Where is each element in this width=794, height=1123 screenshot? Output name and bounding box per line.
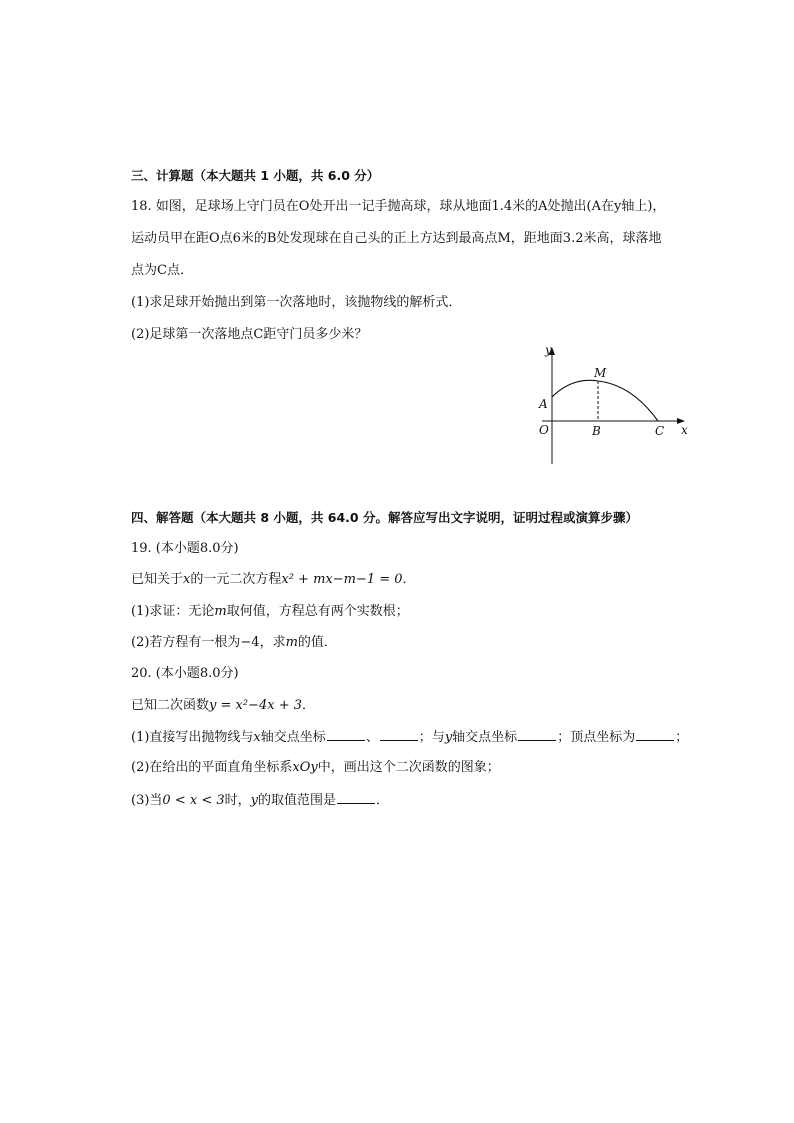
- q19-part1-post: 取何值，方程总有两个实数根；: [226, 604, 409, 619]
- q20-part1-sep: 、: [365, 730, 379, 745]
- q20-part3-mid: 时，: [224, 793, 251, 808]
- answer-blank[interactable]: [337, 791, 375, 804]
- label-c: C: [655, 424, 665, 438]
- q20-part1-b: 轴交点坐标: [260, 730, 326, 745]
- q18-line-1: 18. 如图，足球场上守门员在O处开出一记手抛高球，球从地面1.4米的A处抛出(A在y轴上)，: [131, 199, 666, 214]
- q20-part2-pre: (2)在给出的平面直角坐标系: [131, 760, 293, 775]
- q20-stem-end: ．: [301, 698, 315, 713]
- section-3-heading: 三、计算题（本大题共 1 小题，共 6.0 分）: [131, 168, 380, 183]
- q19-stem-mid: 的一元二次方程: [190, 572, 282, 587]
- label-y: y: [545, 343, 552, 357]
- q18-part-2: (2)足球第一次落地点C距守门员多少米？: [131, 327, 368, 342]
- q20-header: 20. (本小题8.0分): [131, 666, 239, 681]
- q19-part2-var: m: [285, 635, 298, 650]
- q20-part-1: [131, 728, 688, 747]
- label-a: A: [539, 397, 548, 411]
- q19-stem-var: x: [183, 572, 191, 587]
- q20-part3-end: ．: [376, 793, 390, 808]
- q20-part1-e: ；顶点坐标为: [557, 730, 636, 745]
- q19-equation: x² + mx−m−1 = 0: [281, 572, 403, 587]
- q20-part2-post: 中，画出这个二次函数的图象；: [317, 760, 500, 775]
- q20-stem: [131, 697, 315, 715]
- label-o: O: [539, 423, 549, 437]
- q20-part1-d: 轴交点坐标: [452, 730, 518, 745]
- answer-blank[interactable]: [518, 728, 556, 741]
- q19-stem-pre: 已知关于: [131, 572, 184, 587]
- q19-part-1: [131, 603, 409, 621]
- q20-part3-post: 的取值范围是: [258, 793, 337, 808]
- q18-line-3: 点为C点．: [131, 263, 193, 278]
- q20-part1-f: ；: [675, 730, 689, 745]
- q19-part2-post: 的值．: [297, 635, 337, 650]
- q20-equation: y = x²−4x + 3: [209, 698, 302, 713]
- q20-part3-pre: (3)当: [131, 793, 163, 808]
- q19-header: 19. (本小题8.0分): [131, 541, 239, 556]
- section-4-heading: 四、解答题（本大题共 8 小题，共 64.0 分。解答应写出文字说明，证明过程或演算步骤）: [131, 510, 638, 525]
- q20-part1-a: (1)直接写出抛物线与: [131, 730, 254, 745]
- q19-stem-end: ．: [402, 572, 416, 587]
- answer-blank[interactable]: [636, 728, 674, 741]
- q20-part3-inequality: 0 < x < 3: [162, 793, 225, 808]
- q20-part1-var-y: y: [444, 730, 453, 745]
- q20-part2-var: xOy: [292, 760, 318, 775]
- q20-part1-var-x: x: [253, 730, 261, 745]
- q20-stem-pre: 已知二次函数: [131, 698, 210, 713]
- q20-part1-c: ；与: [418, 730, 445, 745]
- q18-part-1: (1)求足球开始抛出到第一次落地时，该抛物线的解析式．: [131, 295, 462, 310]
- q18-line-2: 运动员甲在距O点6米的B处发现球在自己头的正上方达到最高点M，距地面3.2米高，球落地: [131, 231, 662, 246]
- parabola-figure: [528, 338, 700, 468]
- q19-stem: [131, 571, 416, 589]
- q19-part2-pre: (2)若方程有一根为−4，求: [131, 635, 286, 650]
- q19-part-2: [131, 634, 337, 652]
- label-m: M: [594, 366, 607, 380]
- q20-part-2: [131, 759, 500, 777]
- answer-blank[interactable]: [380, 728, 418, 741]
- q20-part-3: [131, 791, 389, 810]
- q19-part1-var: m: [214, 604, 227, 619]
- label-b: B: [592, 424, 601, 438]
- answer-blank[interactable]: [327, 728, 365, 741]
- label-x: x: [681, 423, 688, 437]
- q19-part1-pre: (1)求证：无论: [131, 604, 215, 619]
- parabola-curve: [552, 380, 658, 421]
- q20-part3-var: y: [250, 793, 258, 808]
